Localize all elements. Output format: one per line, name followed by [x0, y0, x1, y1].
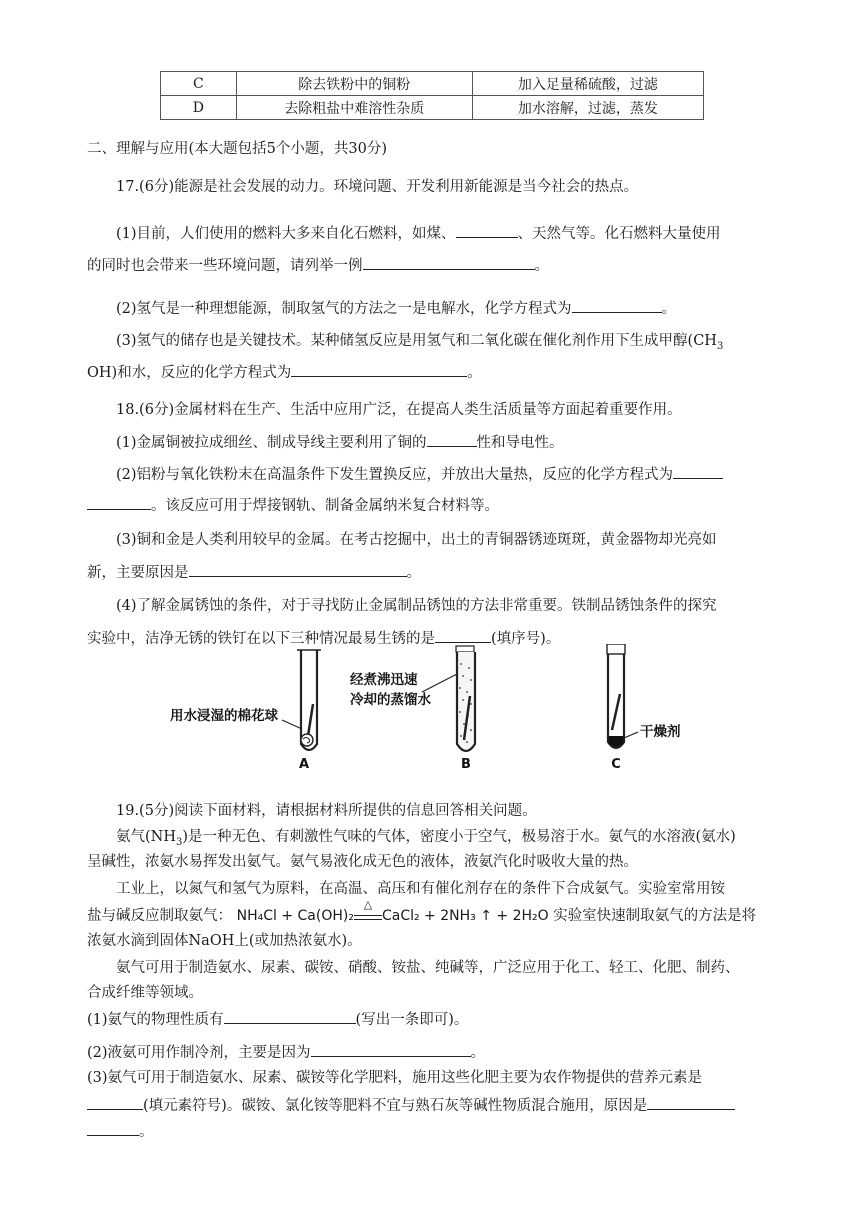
q17-p3c: 。 — [467, 365, 482, 381]
q18-stem: 18.(6分)金属材料在生产、生活中应用广泛，在提高人类生活质量等方面起着重要作用。 — [116, 402, 682, 418]
table-row — [161, 72, 704, 96]
q19-m1b: )是一种无色、有刺激性气味的气体，密度小于空气，极易溶于水。氨气的水溶液(氨水) — [182, 829, 736, 845]
section-title: 二、理解与应用(本大题包括5个小题，共30分) — [87, 141, 387, 157]
label-cotton-ball: 用水浸湿的棉花球 — [170, 708, 278, 724]
iron-nail-icon — [612, 694, 620, 730]
answer-blank[interactable] — [427, 431, 477, 447]
stopper-icon — [607, 644, 625, 654]
q19-p1a: (1)氨气的物理性质有 — [87, 1012, 224, 1028]
test-tube-a — [170, 650, 321, 772]
q19-p1b: (写出一条即可)。 — [355, 1012, 469, 1028]
q19-part3-line1: (3)氨气可用于制造氨水、尿素、碳铵等化学肥料，施用这些化肥主要为农作物提供的营养元素是 — [87, 1070, 703, 1086]
q17-p3-subscript: 3 — [716, 340, 724, 352]
q17-p2a: (2)氢气是一种理想能源，制取氢气的方法之一是电解水，化学方程式为 — [116, 301, 572, 317]
answer-blank[interactable] — [291, 361, 467, 377]
q17-p2b: 。 — [661, 301, 677, 317]
q19-m2b: 盐与碱反应制取氨气： — [87, 908, 232, 924]
test-tube-c — [607, 644, 681, 772]
tube-label-a: A — [298, 757, 310, 772]
q19-part3-line3 — [87, 1120, 154, 1143]
answer-blank[interactable] — [189, 561, 407, 577]
oil-layer-icon — [456, 646, 474, 652]
tube-label-b: B — [461, 757, 471, 772]
q17-part3-line2 — [87, 361, 482, 384]
answer-blank[interactable] — [673, 463, 723, 479]
answer-blank[interactable] — [224, 1008, 356, 1024]
row-letter: C — [161, 72, 237, 96]
table-row — [161, 96, 704, 120]
label-boiled-water-2: 冷却的蒸馏水 — [350, 692, 431, 708]
answer-blank[interactable] — [456, 222, 518, 238]
q19-p3c: 。 — [139, 1124, 154, 1140]
answer-blank[interactable] — [363, 254, 535, 270]
eq-products: CaCl₂ + 2NH₃ ↑ + 2H₂O — [381, 908, 549, 924]
row-goal: 去除粗盐中难溶性杂质 — [236, 96, 472, 120]
q17-p1b: 、天然气等。化石燃料大量使用 — [517, 226, 721, 242]
heat-icon: △ — [363, 898, 373, 911]
q19-p2b: 。 — [470, 1045, 486, 1061]
q18-p4c: (填序号)。 — [491, 631, 561, 647]
eq-reactants: NH₄Cl + Ca(OH)₂ — [236, 908, 354, 924]
row-method: 加水溶解，过滤，蒸发 — [472, 96, 703, 120]
q19-material-2-line1: 工业上，以氮气和氢气为原料，在高温、高压和有催化剂存在的条件下合成氨气。实验室常用铵 — [116, 881, 725, 897]
q19-material-3-line1: 氨气可用于制造氨水、尿素、碳铵、硝酸、铵盐、纯碱等，广泛应用于化工、轻工、化肥、制药、 — [116, 960, 740, 976]
answer-blank[interactable] — [87, 494, 151, 510]
q17-part1-line1 — [116, 222, 721, 245]
q19-material-2-line2 — [87, 898, 757, 927]
test-tube-b — [350, 646, 475, 772]
answer-blank[interactable] — [572, 297, 662, 313]
answer-blank[interactable] — [311, 1041, 471, 1057]
q18-part4-line1: (4)了解金属锈蚀的条件，对于寻找防止金属制品锈蚀的方法非常重要。铁制品锈蚀条件的探究 — [116, 598, 717, 614]
q19-material-3-line2: 合成纤维等领域。 — [87, 985, 203, 1001]
row-goal: 除去铁粉中的铜粉 — [236, 72, 472, 96]
q19-stem: 19.(5分)阅读下面材料，请根据材料所提供的信息回答相关问题。 — [116, 803, 537, 819]
q18-p1a: (1)金属铜被拉成细丝、制成导线主要利用了铜的 — [116, 435, 427, 451]
q18-p3c: 。 — [406, 565, 421, 581]
q19-m2c: 实验室快速制取氨气的方法是将 — [553, 908, 757, 924]
q19-m1a: 氨气(NH — [116, 829, 176, 845]
q19-part2 — [87, 1041, 485, 1064]
q18-p1b: 性和导电性。 — [476, 435, 564, 451]
q17-p3a: (3)氢气的储存也是关键技术。某种储氢反应是用氢气和二氧化碳在催化剂作用下生成甲醇(CH — [116, 333, 717, 349]
answer-blank[interactable] — [435, 627, 491, 643]
iron-nail-icon — [308, 704, 313, 736]
q17-part2 — [116, 297, 676, 320]
q18-p4b: 实验中，洁净无锈的铁钉在以下三种情况最易生锈的是 — [87, 631, 435, 647]
q17-p1a: (1)目前，人们使用的燃料大多来自化石燃料，如煤、 — [116, 226, 456, 242]
q19-part1 — [87, 1008, 468, 1031]
q17-p1c: 的同时也会带来一些环境问题，请列举一例 — [87, 258, 363, 274]
q18-p2b: 。该反应可用于焊接钢轨、制备金属纳米复合材料等。 — [151, 498, 499, 514]
options-table — [160, 71, 704, 120]
q19-part3-line2 — [87, 1094, 735, 1117]
answer-blank[interactable] — [87, 1120, 139, 1136]
q17-p1d: 。 — [534, 258, 549, 274]
chem-equation — [236, 898, 553, 924]
q19-p3b: (填元素符号)。碳铵、氯化铵等肥料不宜与熟石灰等碱性物质混合施用，原因是 — [143, 1098, 648, 1114]
q17-part1-line2 — [87, 254, 549, 277]
answer-blank[interactable] — [647, 1094, 735, 1110]
label-boiled-water-1: 经煮沸迅速 — [350, 672, 418, 688]
row-letter: D — [161, 96, 237, 120]
q19-m1-subscript: 3 — [176, 836, 183, 848]
q18-part2-line1 — [116, 463, 723, 486]
q17-part3-line1 — [116, 330, 723, 358]
q17-p3b: OH)和水，反应的化学方程式为 — [87, 365, 292, 381]
q18-part1 — [116, 431, 564, 454]
tube-label-c: C — [611, 757, 621, 772]
q19-p2a: (2)液氨可用作制冷剂，主要是因为 — [87, 1045, 311, 1061]
label-desiccant: 干燥剂 — [640, 724, 681, 740]
q18-p3b: 新，主要原因是 — [87, 565, 189, 581]
test-tube-figure — [160, 644, 720, 772]
q19-material-1-line1 — [116, 826, 736, 854]
q19-material-2-line3: 浓氨水滴到固体NaOH上(或加热浓氨水)。 — [87, 933, 362, 949]
cotton-ball-icon — [301, 734, 313, 746]
q17-stem: 17.(6分)能源是社会发展的动力。环境问题、开发利用新能源是当今社会的热点。 — [116, 179, 639, 195]
answer-blank[interactable] — [87, 1094, 143, 1110]
eq-condition — [354, 898, 382, 920]
q18-p2a: (2)铝粉与氧化铁粉末在高温条件下发生置换反应，并放出大量热，反应的化学方程式为 — [116, 467, 674, 483]
q18-part3-line2 — [87, 561, 421, 584]
q18-part3-line1: (3)铜和金是人类利用较早的金属。在考古挖掘中，出土的青铜器锈迹斑斑，黄金器物却光亮如 — [116, 532, 717, 548]
q18-part2-line2 — [87, 494, 499, 517]
q19-material-1-line2: 呈碱性，浓氨水易挥发出氨气。氨气易液化成无色的液体，液氨汽化时吸收大量的热。 — [87, 854, 638, 870]
row-method: 加入足量稀硫酸，过滤 — [472, 72, 703, 96]
